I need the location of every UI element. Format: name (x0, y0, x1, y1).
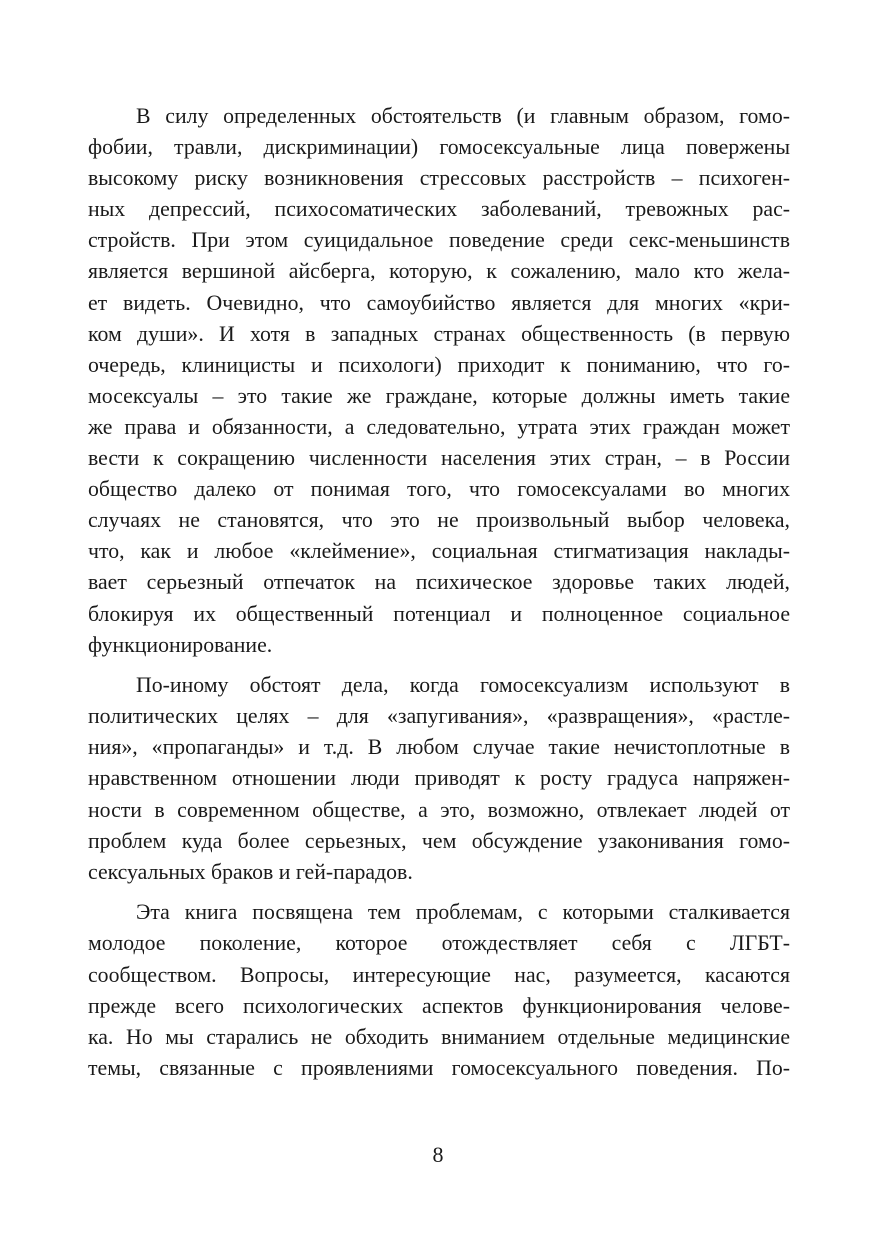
text-line: По-иному обстоят дела, когда гомосексуализм используют в (136, 673, 790, 698)
text-line: блокируя их общественный потенциал и полноценное социальное (88, 601, 790, 626)
text-line: вает серьезный отпечаток на психическое здоровье таких людей, (88, 570, 790, 595)
text-line: ности в современном обществе, а это, возможно, отвлекает людей от (88, 797, 790, 822)
text-line: высокому риску возникновения стрессовых расстройств – психоген- (88, 166, 790, 191)
text-line: проблем куда более серьезных, чем обсуждение узаконивания гомо- (88, 828, 790, 853)
text-line: прежде всего психологических аспектов функционирования челове- (88, 993, 790, 1018)
text-line: ка. Но мы старались не обходить вниманием отдельные медицинские (88, 1024, 790, 1049)
text-line: является вершиной айсберга, которую, к сожалению, мало кто жела- (88, 259, 790, 284)
paragraph-3 (88, 897, 790, 1084)
page-number: 8 (432, 1142, 444, 1167)
text-line: нравственном отношении люди приводят к росту градуса напряжен- (88, 766, 790, 791)
text-line: ет видеть. Очевидно, что самоубийство является для многих «кри- (88, 290, 790, 315)
text-line: молодое поколение, которое отождествляет себя с ЛГБТ- (88, 931, 790, 956)
text-line: мосексуалы – это такие же граждане, которые должны иметь такие (88, 383, 790, 408)
text-line: же права и обязанности, а следовательно, утрата этих граждан может (88, 414, 790, 439)
text-line: темы, связанные с проявлениями гомосексуального поведения. По- (88, 1055, 790, 1080)
text-line: сообществом. Вопросы, интересующие нас, разумеется, касаются (88, 962, 790, 987)
text-line: стройств. При этом суицидальное поведение среди секс-меньшинств (88, 228, 790, 253)
paragraph-1 (88, 101, 790, 661)
text-line: ных депрессий, психосоматических заболеваний, тревожных рас- (88, 197, 790, 222)
text-line: Эта книга посвящена тем проблемам, с которыми сталкивается (136, 900, 790, 925)
paragraph-2 (88, 670, 790, 888)
text-line: случаях не становятся, что это не произвольный выбор человека, (88, 508, 790, 533)
text-line: что, как и любое «клеймение», социальная стигматизация наклады- (88, 539, 790, 564)
body-text (88, 101, 790, 1084)
text-line: очередь, клиницисты и психологи) приходит к пониманию, что го- (88, 352, 790, 377)
text-line: сексуальных браков и гей-парадов. (88, 859, 413, 884)
text-line: ния», «пропаганды» и т.д. В любом случае такие нечистоплотные в (88, 735, 790, 760)
text-line: фобии, травли, дискриминации) гомосексуальные лица повержены (88, 135, 790, 160)
text-line: ком души». И хотя в западных странах общественность (в первую (88, 321, 790, 346)
text-line: общество далеко от понимая того, что гомосексуалами во многих (88, 477, 790, 502)
text-line: политических целях – для «запугивания», «развращения», «растле- (88, 704, 790, 729)
text-line: вести к сокращению численности населения этих стран, – в России (88, 446, 790, 471)
text-line: функционирование. (88, 632, 273, 657)
text-line: В силу определенных обстоятельств (и главным образом, гомо- (136, 104, 790, 128)
